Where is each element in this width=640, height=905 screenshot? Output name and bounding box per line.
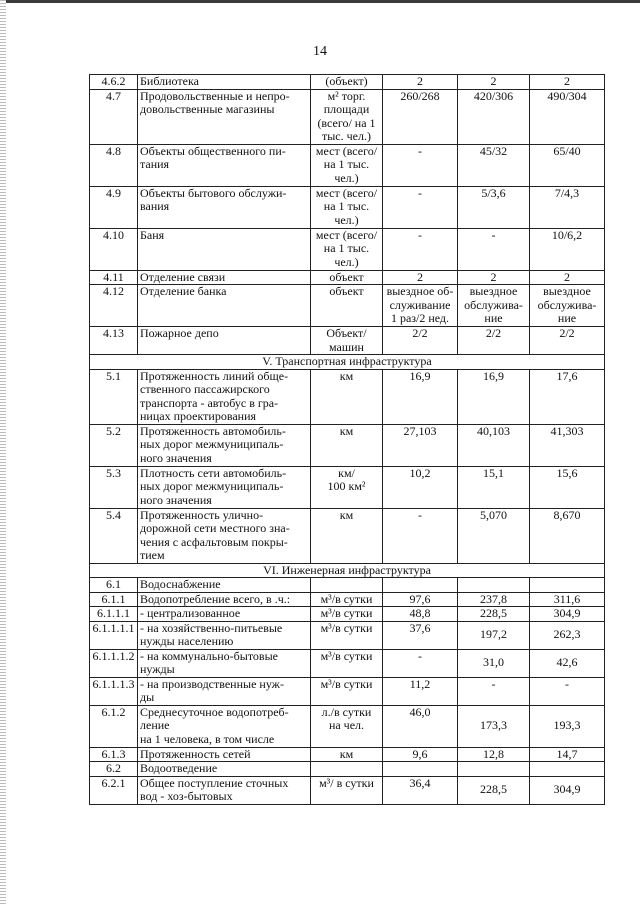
value-cell-2: 40,103 <box>458 424 530 466</box>
indicator-name: Протяженность автомобиль- ных дорог межмуниципаль- ного значения <box>138 424 311 466</box>
indicator-name: Водоотведение <box>138 762 311 777</box>
row-number: 6.1.1.1.3 <box>90 677 138 705</box>
row-number: 6.1.1.1.1 <box>90 621 138 649</box>
indicator-name: Библиотека <box>138 75 311 90</box>
value-cell-2: 2/2 <box>458 327 530 355</box>
unit-cell: км <box>311 747 383 762</box>
value-cell-3: 304,9 <box>530 607 605 622</box>
table-row <box>90 369 605 424</box>
value-cell-3: - <box>530 677 605 705</box>
row-number: 5.2 <box>90 424 138 466</box>
row-number: 4.11 <box>90 270 138 285</box>
table-row <box>90 578 605 593</box>
value-cell-3: 42,6 <box>530 649 605 677</box>
unit-cell: объект <box>311 285 383 327</box>
table-row <box>90 327 605 355</box>
table-row <box>90 144 605 186</box>
value-cell-2: 197,2 <box>458 621 530 649</box>
value-cell-3: 304,9 <box>530 776 605 804</box>
value-cell-1: 16,9 <box>383 369 458 424</box>
row-number: 5.4 <box>90 508 138 563</box>
row-number: 4.10 <box>90 228 138 270</box>
value-cell-2: 31,0 <box>458 649 530 677</box>
value-cell-2: 2 <box>458 270 530 285</box>
indicator-name: Объекты общественного пи- тания <box>138 144 311 186</box>
value-cell-3: 17,6 <box>530 369 605 424</box>
value-cell-1: 11,2 <box>383 677 458 705</box>
unit-cell: л./в сутки на чел. <box>311 705 383 747</box>
value-cell-2: 15,1 <box>458 466 530 508</box>
table-row <box>90 508 605 563</box>
value-cell-1: 9,6 <box>383 747 458 762</box>
unit-cell: м³/в сутки <box>311 649 383 677</box>
unit-cell: м³/в сутки <box>311 607 383 622</box>
indicator-name: Водопотребление всего, в .ч.: <box>138 592 311 607</box>
value-cell-3: 15,6 <box>530 466 605 508</box>
value-cell-2: - <box>458 228 530 270</box>
unit-cell: мест (всего/ на 1 тыс. чел.) <box>311 186 383 228</box>
row-number: 6.1.1 <box>90 592 138 607</box>
value-cell-3: 41,303 <box>530 424 605 466</box>
value-cell-2: 12,8 <box>458 747 530 762</box>
indicator-name: Продовольственные и непро- довольственные магазины <box>138 89 311 144</box>
indicator-name: Баня <box>138 228 311 270</box>
table-row <box>90 747 605 762</box>
unit-cell: мест (всего/ на 1 тыс. чел.) <box>311 228 383 270</box>
value-cell-2 <box>458 762 530 777</box>
value-cell-2: 173,3 <box>458 705 530 747</box>
table-row <box>90 621 605 649</box>
row-number: 6.1.1.1 <box>90 607 138 622</box>
unit-cell <box>311 578 383 593</box>
table-row <box>90 607 605 622</box>
indicator-name: Отделение связи <box>138 270 311 285</box>
indicators-table <box>89 74 605 805</box>
row-number: 4.9 <box>90 186 138 228</box>
unit-cell: км/ 100 км² <box>311 466 383 508</box>
value-cell-1: - <box>383 228 458 270</box>
value-cell-2: 2 <box>458 75 530 90</box>
table-row <box>90 186 605 228</box>
indicator-name: Плотность сети автомобиль- ных дорог межмуниципаль- ного значения <box>138 466 311 508</box>
value-cell-2: 5/3,6 <box>458 186 530 228</box>
value-cell-1: 2 <box>383 270 458 285</box>
value-cell-3: 65/40 <box>530 144 605 186</box>
value-cell-1: 2 <box>383 75 458 90</box>
row-number: 6.2.1 <box>90 776 138 804</box>
section-heading: VI. Инженерная инфраструктура <box>90 563 605 578</box>
indicator-name: Водоснабжение <box>138 578 311 593</box>
unit-cell: мест (всего/ на 1 тыс. чел.) <box>311 144 383 186</box>
value-cell-3: выездное обслужива- ние <box>530 285 605 327</box>
value-cell-1: - <box>383 508 458 563</box>
value-cell-3: 490/304 <box>530 89 605 144</box>
table-body <box>90 75 605 805</box>
row-number: 6.1.2 <box>90 705 138 747</box>
page-number: 14 <box>313 44 327 59</box>
row-number: 6.1.1.1.2 <box>90 649 138 677</box>
value-cell-1 <box>383 578 458 593</box>
unit-cell <box>311 762 383 777</box>
indicator-name: Среднесуточное водопотреб- ление на 1 человека, в том числе <box>138 705 311 747</box>
value-cell-3: 2 <box>530 270 605 285</box>
table-row <box>90 228 605 270</box>
indicator-name: - на коммунально-бытовые нужды <box>138 649 311 677</box>
value-cell-2: 228,5 <box>458 776 530 804</box>
unit-cell: м³/в сутки <box>311 592 383 607</box>
table-row <box>90 762 605 777</box>
unit-cell: м³/ в сутки <box>311 776 383 804</box>
value-cell-1: - <box>383 649 458 677</box>
section-row <box>90 355 605 370</box>
value-cell-2: 228,5 <box>458 607 530 622</box>
value-cell-1: выездное об- служивание 1 раз/2 нед. <box>383 285 458 327</box>
row-number: 6.2 <box>90 762 138 777</box>
value-cell-1 <box>383 762 458 777</box>
row-number: 6.1.3 <box>90 747 138 762</box>
unit-cell: км <box>311 424 383 466</box>
value-cell-2: - <box>458 677 530 705</box>
value-cell-3: 8,670 <box>530 508 605 563</box>
table-row <box>90 424 605 466</box>
indicator-name: Объекты бытового обслужи- вания <box>138 186 311 228</box>
section-heading: V. Транспортная инфраструктура <box>90 355 605 370</box>
table-row <box>90 89 605 144</box>
value-cell-3: 311,6 <box>530 592 605 607</box>
value-cell-1: 27,103 <box>383 424 458 466</box>
row-number: 4.7 <box>90 89 138 144</box>
value-cell-3 <box>530 578 605 593</box>
value-cell-1: 46,0 <box>383 705 458 747</box>
value-cell-2: выездное обслужива- ние <box>458 285 530 327</box>
value-cell-1: 260/268 <box>383 89 458 144</box>
value-cell-1: - <box>383 144 458 186</box>
value-cell-2: 5,070 <box>458 508 530 563</box>
table-row <box>90 649 605 677</box>
row-number: 4.12 <box>90 285 138 327</box>
indicator-name: Пожарное депо <box>138 327 311 355</box>
value-cell-1: 10,2 <box>383 466 458 508</box>
value-cell-3: 262,3 <box>530 621 605 649</box>
top-border-line <box>0 0 640 3</box>
unit-cell: объект <box>311 270 383 285</box>
indicator-name: Протяженность линий обще- ственного пассажирского транспорта - автобус в гра- ницах проектирования <box>138 369 311 424</box>
value-cell-1: 97,6 <box>383 592 458 607</box>
indicator-name: Протяженность сетей <box>138 747 311 762</box>
row-number: 6.1 <box>90 578 138 593</box>
unit-cell: м² торг. площади (всего/ на 1 тыс. чел.) <box>311 89 383 144</box>
value-cell-2: 237,8 <box>458 592 530 607</box>
indicator-name: - на производственные нуж- ды <box>138 677 311 705</box>
value-cell-2: 45/32 <box>458 144 530 186</box>
value-cell-2: 16,9 <box>458 369 530 424</box>
value-cell-3 <box>530 762 605 777</box>
unit-cell: км <box>311 508 383 563</box>
table-row <box>90 677 605 705</box>
value-cell-3: 2 <box>530 75 605 90</box>
indicator-name: Протяженность улично- дорожной сети местного зна- чения с асфальтовым покры- тием <box>138 508 311 563</box>
value-cell-3: 10/6,2 <box>530 228 605 270</box>
row-number: 4.6.2 <box>90 75 138 90</box>
table-row <box>90 705 605 747</box>
row-number: 4.13 <box>90 327 138 355</box>
indicator-name: Общее поступление сточных вод - хоз-бытовых <box>138 776 311 804</box>
value-cell-2 <box>458 578 530 593</box>
table-row <box>90 776 605 804</box>
value-cell-1: 36,4 <box>383 776 458 804</box>
table-row <box>90 270 605 285</box>
section-row <box>90 563 605 578</box>
unit-cell: м³/в сутки <box>311 621 383 649</box>
value-cell-3: 193,3 <box>530 705 605 747</box>
value-cell-1: 2/2 <box>383 327 458 355</box>
indicator-name: - централизованное <box>138 607 311 622</box>
unit-cell: м³/в сутки <box>311 677 383 705</box>
table-row <box>90 285 605 327</box>
value-cell-3: 2/2 <box>530 327 605 355</box>
value-cell-2: 420/306 <box>458 89 530 144</box>
row-number: 5.3 <box>90 466 138 508</box>
unit-cell: км <box>311 369 383 424</box>
unit-cell: Объект/ машин <box>311 327 383 355</box>
table-row <box>90 466 605 508</box>
value-cell-1: 37,6 <box>383 621 458 649</box>
value-cell-3: 14,7 <box>530 747 605 762</box>
table-row <box>90 75 605 90</box>
unit-cell: (объект) <box>311 75 383 90</box>
row-number: 5.1 <box>90 369 138 424</box>
indicator-name: Отделение банка <box>138 285 311 327</box>
row-number: 4.8 <box>90 144 138 186</box>
value-cell-1: 48,8 <box>383 607 458 622</box>
value-cell-1: - <box>383 186 458 228</box>
indicator-name: - на хозяйственно-питьевые нужды населению <box>138 621 311 649</box>
table-row <box>90 592 605 607</box>
scan-left-edge <box>0 0 6 905</box>
value-cell-3: 7/4,3 <box>530 186 605 228</box>
